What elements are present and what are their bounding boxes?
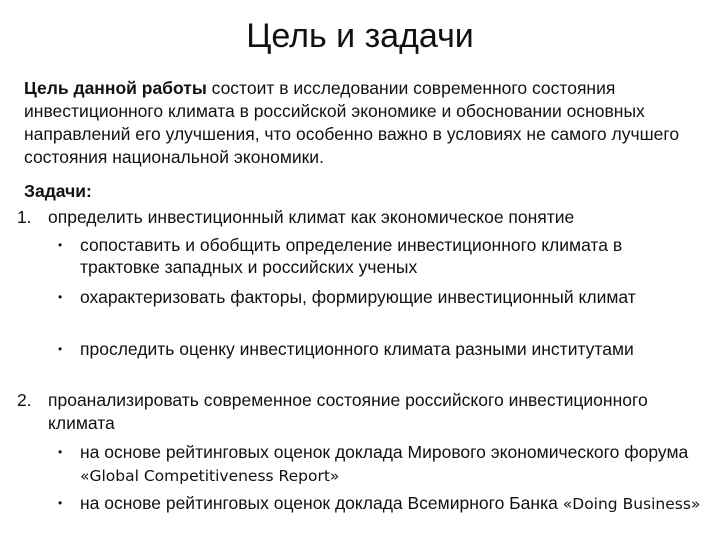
subtask-text [80,492,705,515]
report-name: «Global Competitiveness Report» [80,467,340,485]
subtask-text [80,441,705,487]
intro-bold-lead: Цель данной работы [24,78,207,98]
task-number: 2. [17,390,32,410]
bullet-icon: • [58,445,63,459]
bullet-icon: • [58,496,63,510]
subtask-text: сопоставить и обобщить определение инвестиционного климата в трактовке западных и российских ученых [80,235,623,277]
subtask-text-main: на основе рейтинговых оценок доклада Мирового экономического форума [80,442,689,462]
subtask-text: проследить оценку инвестиционного климата разными институтами [80,339,634,359]
bullet-icon: • [58,342,63,356]
slide-title: Цель и задачи [246,17,474,55]
tasks-heading: Задачи: [24,181,92,201]
subtask-text: охарактеризовать факторы, формирующие инвестиционный климат [80,287,636,307]
bullet-icon: • [58,290,63,304]
task-text: проанализировать современное состояние российского инвестиционного климата [48,390,648,433]
intro-paragraph [24,77,709,169]
subtask-text-main: на основе рейтинговых оценок доклада Всемирного Банка [80,493,558,513]
task-text: определить инвестиционный климат как экономическое понятие [48,207,575,227]
intro-text: состоит в исследовании современного состояния инвестиционного климата в российской экономике и обосновании основных направлений его улучшения, что особенно важно в условиях не самого лучшего состояния национальной экономики. [24,78,680,167]
report-name: «Doing Business» [557,495,701,513]
task-number: 1. [17,207,32,227]
bullet-icon: • [58,238,63,252]
